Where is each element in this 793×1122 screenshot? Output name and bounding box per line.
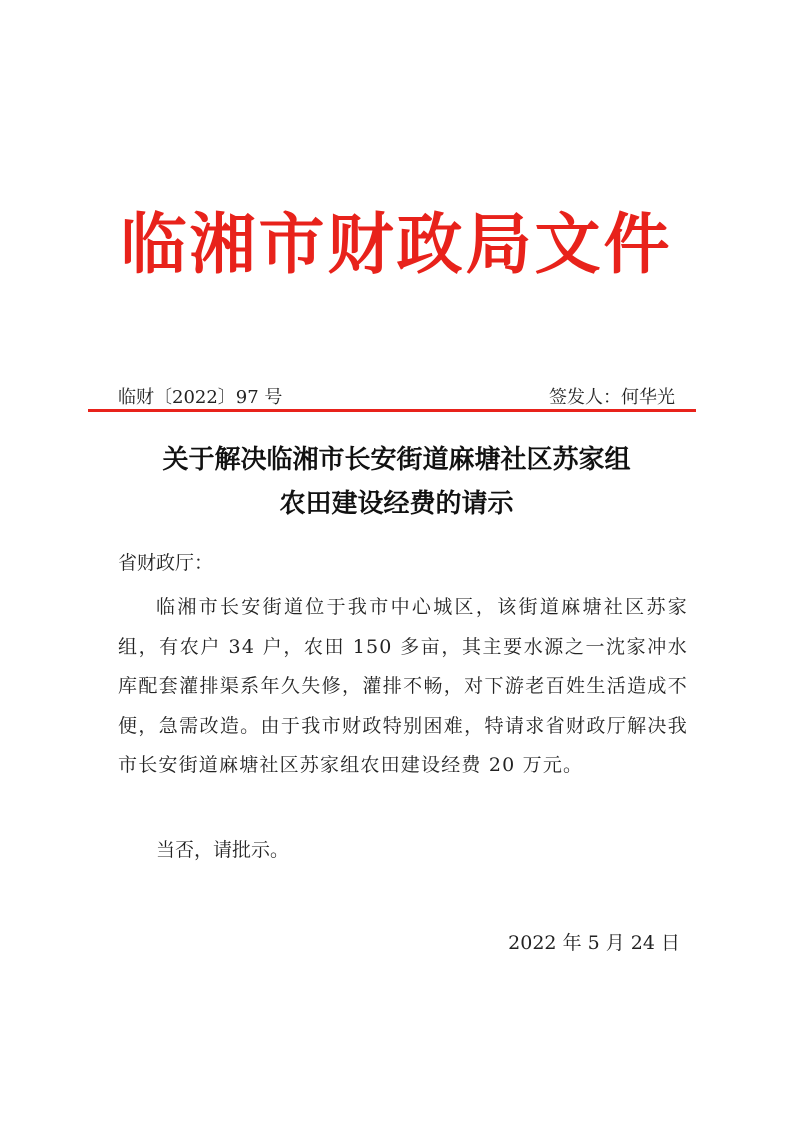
document-title xyxy=(90,438,703,526)
document-title-line-1: 关于解决临湘市长安街道麻塘社区苏家组 xyxy=(162,445,631,475)
recipient-line: 省财政厅： xyxy=(118,552,214,574)
red-divider-line xyxy=(88,409,696,412)
document-title-line-2: 农田建设经费的请示 xyxy=(279,489,514,519)
document-meta-row xyxy=(118,383,675,411)
body-paragraph: 临湘市长安街道位于我市中心城区，该街道麻塘社区苏家组，有农户 34 户，农田 150 多亩，其主要水源之一沈家冲水库配套灌排渠系年久失修，灌排不畅，对下游老百姓生活造成不便，急需改造。由于我市财政特别困难，特请求省财政厅解决我市长安街道麻塘社区苏家组农田建设经费 20 万元。 xyxy=(118,596,688,777)
document-header-title: 临湘市财政局文件 xyxy=(120,206,673,283)
document-date: 2022 年 5 月 24 日 xyxy=(508,932,680,954)
closing-line: 当否，请批示。 xyxy=(156,839,290,861)
document-number: 临财〔2022〕97 号 xyxy=(118,387,283,408)
issuer-signature: 签发人：何华光 xyxy=(549,387,675,408)
